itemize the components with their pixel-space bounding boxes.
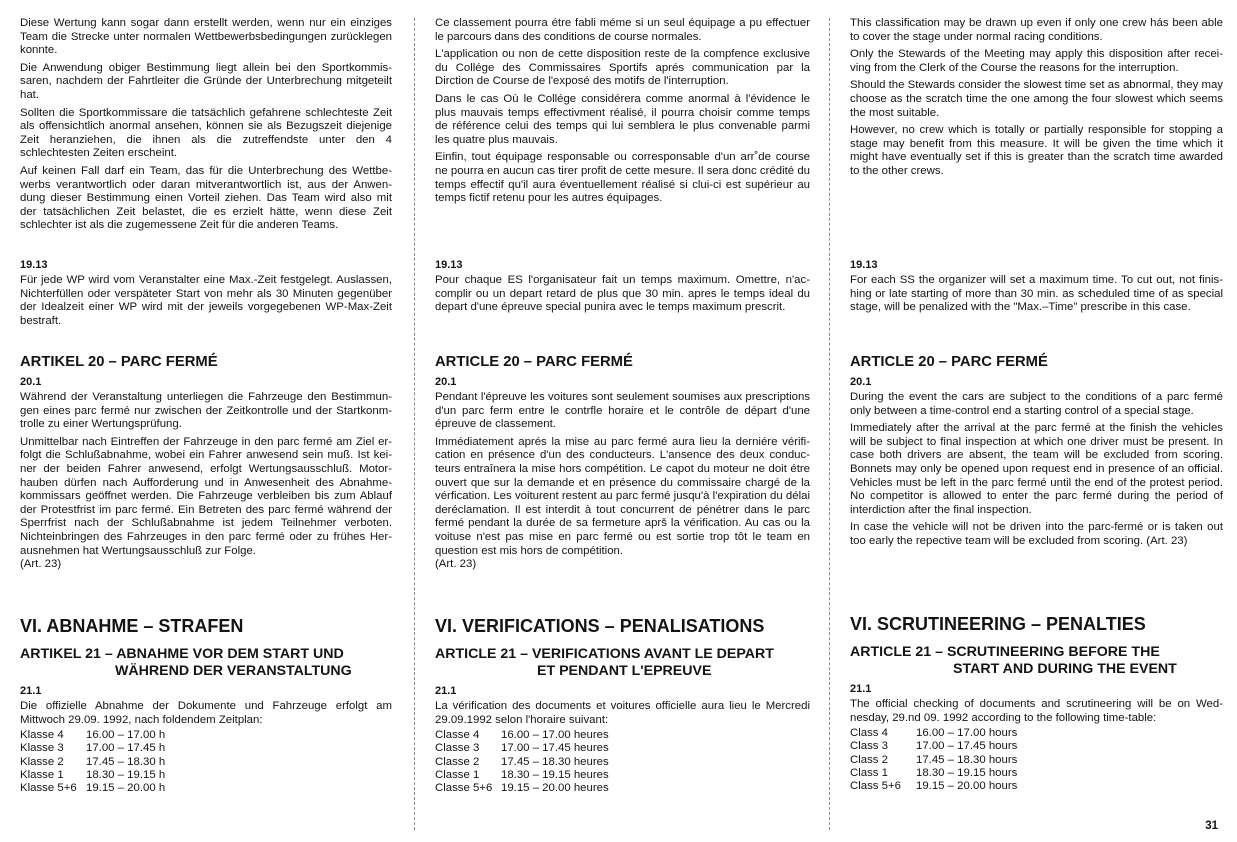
schedule-class: Classe 4: [435, 729, 480, 742]
chapter-heading: VI. SCRUTINEERING – PENALTIES: [850, 614, 1146, 634]
paragraph: However, no crew which is totally or partially responsible for stopping a stage may benefit from this measure. It will be given the time which it might have eventually set if this is greater than the scratch time awarded to the other crews.: [850, 124, 1223, 177]
schedule-class: Class 3: [850, 740, 888, 753]
page-number: 31: [1205, 820, 1218, 832]
paragraph: Einfin, tout équipage responsable ou corresponsable d'un arr˚de course ne pourra en aucun cas tirer profit de cette mesure. Il sera donc crédité du temps effectif qu'il aura éventuellement réalisé si clui-ci est supérieur au temps fictif retenu pour les autres équipages.: [435, 151, 810, 205]
schedule-table: [850, 727, 1223, 793]
paragraph: Dans le cas Où le Collége considérera comme anormal à l'évidence le plus mauvais temps effectivment réalisé, il pourra choisir comme temps de référence celui des temps qui lui semblera le plus convenable parmi les quatre plus mauvais.: [435, 92, 810, 146]
schedule-row: [20, 742, 392, 755]
schedule-time: 18.30 – 19.15 hours: [916, 767, 1018, 780]
paragraph: Die Anwendung obiger Bestimmung liegt allein bei den Sportkommissaren, nachdem der Fahrtleiter die Gründe der Unterbrechung mitgeteilt hat.: [20, 61, 392, 101]
column-german: [20, 0, 392, 842]
schedule-row: [20, 756, 392, 769]
paragraph: Sollten die Sportkommissare die tatsächlich gefahrene schlechteste Zeit als offensichtlich anormal ansehen, können sie als Bezugszeit diejenige Zeit heranziehen, die ihnen als die zutreffendste unter den 4 schlechtesten Zeiten erscheint.: [20, 106, 392, 160]
paragraph: Die offizielle Abnahme der Dokumente und Fahrzeuge erfolgt am Mittwoch 29.09. 1992, nach foldendem Zeitplan:: [20, 700, 392, 726]
paragraph: During the event the cars are subject to the conditions of a parc fermé only between a time-control end a starting control of a special stage.: [850, 391, 1223, 417]
paragraph: Während der Veranstaltung unterliegen die Fahrzeuge den Bestimmungen eines parc fermé nur zwischen der Zeitkontrolle und der Startkonmtrolle zu einer Wertungsprüfung.: [20, 391, 392, 431]
section-number: 20.1: [850, 376, 872, 388]
intro-section: [850, 17, 1223, 183]
chapter-heading: VI. ABNAHME – STRAFEN: [20, 616, 244, 636]
article-20: [435, 354, 810, 576]
section-number: 21.1: [20, 685, 42, 697]
paragraph: Immédiatement aprés la mise au parc fermé aura lieu la derniére vérification en présence d'un des conducteurs. L'ansence des deux conducteurs entraînera la mise hors compétition. Le capot du moteur ne doit étre ouvert que sur la demande et en présence du commissaire chargé de la vérfication. Les voiturent restent au parc fermé jusqu'à l'expiration du délai deréclamation. Il est interdit à tout concurrent de pénétrer dans le parc fermé pendant la durée de sa fermeture aprš la vérification. Au cas ou la voituse n'est pas mise en parc fermé ou est sortie trop tôt le team en question est mis hors de compétition.: [435, 435, 810, 557]
schedule-row: [20, 782, 392, 795]
article-21-heading: [435, 646, 810, 679]
chapter-vi: [20, 616, 392, 796]
schedule-time: 17.45 – 18.30 heures: [501, 755, 609, 768]
article-20: [20, 354, 392, 576]
paragraph: Pour chaque ES l'organisateur fait un temps maximum. Omettre, n'accomplir ou un depart retard de plus que 30 min. apres le temps ideal du depart d'une épreuve special punira avec le temps maximum prescrit.: [435, 274, 810, 314]
chapter-heading: VI. VERIFICATIONS – PENALISATIONS: [435, 616, 765, 636]
schedule-row: [850, 740, 1223, 753]
intro-section: [20, 17, 392, 237]
paragraph: For each SS the organizer will set a maximum time. To cut out, not finishing or late starting of more than 30 min. as scheduled time of as special stage, will be penalized with the "Max.–Time" prescribe in this case.: [850, 274, 1223, 314]
schedule-row: [850, 780, 1223, 793]
paragraph: Auf keinen Fall darf ein Team, das für die Unterbrechung des Wettbewerbs verantwortlich oder daran mitverantwortlich ist, aus der Anwendung dieser Bestimmung einen Vorteil ziehen. Das Team wird also mit der tatsächlichen Zeit belastet, die es erzielt hätte, wenn diese Zeit schlechter ist als die zugemessene Zeit für die anderen Teams.: [20, 164, 392, 232]
paragraph: Only the Stewards of the Meeting may apply this disposition after receiving from the Clerk of the Course the reasons for the interruption.: [850, 48, 1223, 74]
paragraph: Immediately after the arrival at the parc fermé at the finish the vehicles will be subject to final inspection at which one driver must be present. In case both drivers are absent, the team will be excluded from scoring. Bonnets may only be opened upon request end in presence of an official. Vehicles must be left in the parc fermé until the end of the protest period. No competitor is allowed to enter the parc fermé during the period of interdiction after the final inspection.: [850, 422, 1223, 516]
schedule-class: Classe 1: [435, 769, 480, 782]
schedule-row: [850, 727, 1223, 740]
schedule-time: 19.15 – 20.00 h: [86, 782, 166, 795]
schedule-time: 17.00 – 17.45 h: [86, 742, 166, 755]
article-heading: ARTICLE 20 – PARC FERMÉ: [850, 354, 1048, 370]
intro-section: [435, 17, 810, 210]
paragraph: In case the vehicle will not be driven into the parc-fermé or is taken out too early the repective team will be excluded from scoring. (Art. 23): [850, 521, 1223, 547]
schedule-row: [435, 742, 810, 755]
article-reference: (Art. 23): [20, 558, 62, 571]
article-20: [850, 354, 1223, 553]
paragraph: This classification may be drawn up even if only one crew hás been able to cover the stage under normal racing conditions.: [850, 17, 1223, 43]
section-19-13: [20, 259, 392, 332]
schedule-class: Klasse 2: [20, 755, 64, 768]
schedule-class: Classe 2: [435, 755, 480, 768]
schedule-class: Class 4: [850, 727, 888, 740]
schedule-time: 18.30 – 19.15 heures: [501, 769, 609, 782]
article-heading: ARTIKEL 20 – PARC FERMÉ: [20, 354, 218, 370]
schedule-class: Klasse 5+6: [20, 782, 77, 795]
schedule-time: 16.00 – 17.00 heures: [501, 729, 609, 742]
column-french: [435, 0, 810, 842]
section-number: 19.13: [20, 259, 48, 271]
article-heading-line2: START AND DURING THE EVENT: [953, 660, 1177, 677]
article-heading-line1: ARTIKEL 21 – ABNAHME VOR DEM START UND: [20, 646, 344, 662]
article-heading-line2: ET PENDANT L'EPREUVE: [537, 662, 712, 679]
paragraph: Pendant l'épreuve les voitures sont seulement soumises aux prescriptions d'un parc ferm entre le contrfle horaire et le contrôle de départ d'une épreuve de classement.: [435, 391, 810, 431]
schedule-class: Klasse 1: [20, 769, 64, 782]
column-divider-2: [829, 18, 830, 830]
chapter-vi: [850, 614, 1223, 794]
schedule-row: [435, 729, 810, 742]
schedule-class: Class 1: [850, 767, 888, 780]
article-21-heading: [850, 644, 1223, 677]
schedule-time: 17.45 – 18.30 h: [86, 755, 166, 768]
paragraph: L'application ou non de cette disposition reste de la compfence exclusive du Collége des Commissaires Sportifs aprés communication par la Dirction de Course de l'exposé des motifs de l'interruption.: [435, 48, 810, 88]
schedule-time: 17.45 – 18.30 hours: [916, 753, 1018, 766]
schedule-class: Klasse 4: [20, 729, 64, 742]
schedule-class: Class 2: [850, 753, 888, 766]
paragraph: Diese Wertung kann sogar dann erstellt werden, wenn nur ein einziges Team die Strecke unter normalen Wettbewerbsbedingungen zurücklegen konnte.: [20, 17, 392, 57]
schedule-row: [435, 782, 810, 795]
schedule-time: 17.00 – 17.45 heures: [501, 742, 609, 755]
article-heading-line1: ARTICLE 21 – VERIFICATIONS AVANT LE DEPART: [435, 646, 774, 662]
article-21-heading: [20, 646, 392, 679]
section-number: 21.1: [850, 683, 872, 695]
paragraph: La vérification des documents et voitures officielle aura lieu le Mercredi 29.09.1992 selon l'horaire suivant:: [435, 700, 810, 726]
schedule-time: 18.30 – 19.15 h: [86, 769, 166, 782]
paragraph: Unmittelbar nach Eintreffen der Fahrzeuge in den parc fermé am Ziel erfolgt die Schlußabnahme, wobei ein Fahrer anwesend sein muß. Ist keiner der beiden Fahrer anwesend, erfolgt Wertungsausschluß. Motorhauben dürfen nach Aufforderung und in Anwesenheit des Abnahmekommissars geöffnet werden. Die Fahrzeuge verbleiben bis zum Ablauf der Protestfrist im parc fermé. Ein Betreten des parc fermé während der Sperrfrist nach der Schlußabnahme ist jedem Teilnehmer verboten. Nichteinbringen des Fahrzeuges in den parc fermé oder zu frühes Herausnehmen hat Wertungsausschluß zur Folge.: [20, 435, 392, 557]
section-19-13: [850, 259, 1223, 319]
article-reference: (Art. 23): [435, 558, 477, 571]
section-19-13: [435, 259, 810, 319]
schedule-row: [20, 729, 392, 742]
column-divider-1: [414, 18, 415, 830]
schedule-row: [850, 754, 1223, 767]
article-heading: ARTICLE 20 – PARC FERMÉ: [435, 354, 633, 370]
schedule-time: 17.00 – 17.45 hours: [916, 740, 1018, 753]
schedule-class: Class 5+6: [850, 780, 901, 793]
paragraph: Ce classement pourra étre fabli méme si un seul équipage a pu effectuer le parcours dans des conditions de course normales.: [435, 17, 810, 43]
schedule-table: [435, 729, 810, 795]
schedule-class: Classe 3: [435, 742, 480, 755]
section-number: 20.1: [435, 376, 457, 388]
chapter-vi: [435, 616, 810, 796]
schedule-row: [435, 769, 810, 782]
article-heading-line1: ARTICLE 21 – SCRUTINEERING BEFORE THE: [850, 644, 1160, 660]
schedule-row: [20, 769, 392, 782]
schedule-class: Klasse 3: [20, 742, 64, 755]
paragraph: Für jede WP wird vom Veranstalter eine Max.-Zeit festgelegt. Auslassen, Nichterfüllen oder verspäteter Start von mehr als 30 Minuten gegenüber der Idealzeit einer WP wird mit der jeweils vorgegebenen WP-Max-Zeit bestraft.: [20, 274, 392, 327]
schedule-time: 19.15 – 20.00 heures: [501, 782, 609, 795]
schedule-time: 16.00 – 17.00 hours: [916, 727, 1018, 740]
paragraph: Should the Stewards consider the slowest time set as abnormal, they may choose as the scratch time the one among the four slowest which seems the most suitable.: [850, 79, 1223, 119]
schedule-time: 19.15 – 20.00 hours: [916, 780, 1018, 793]
article-heading-line2: WÄHREND DER VERANSTALTUNG: [115, 662, 352, 679]
schedule-row: [850, 767, 1223, 780]
section-number: 20.1: [20, 376, 42, 388]
schedule-table: [20, 729, 392, 795]
section-number: 19.13: [850, 259, 878, 271]
column-english: [850, 0, 1223, 842]
section-number: 21.1: [435, 685, 457, 697]
schedule-time: 16.00 – 17.00 h: [86, 729, 166, 742]
paragraph: The official checking of documents and scrutineering will be on Wednesday, 29.nd 09. 1992 according to the following time-table:: [850, 698, 1223, 724]
section-number: 19.13: [435, 259, 463, 271]
schedule-row: [435, 756, 810, 769]
schedule-class: Classe 5+6: [435, 782, 493, 795]
